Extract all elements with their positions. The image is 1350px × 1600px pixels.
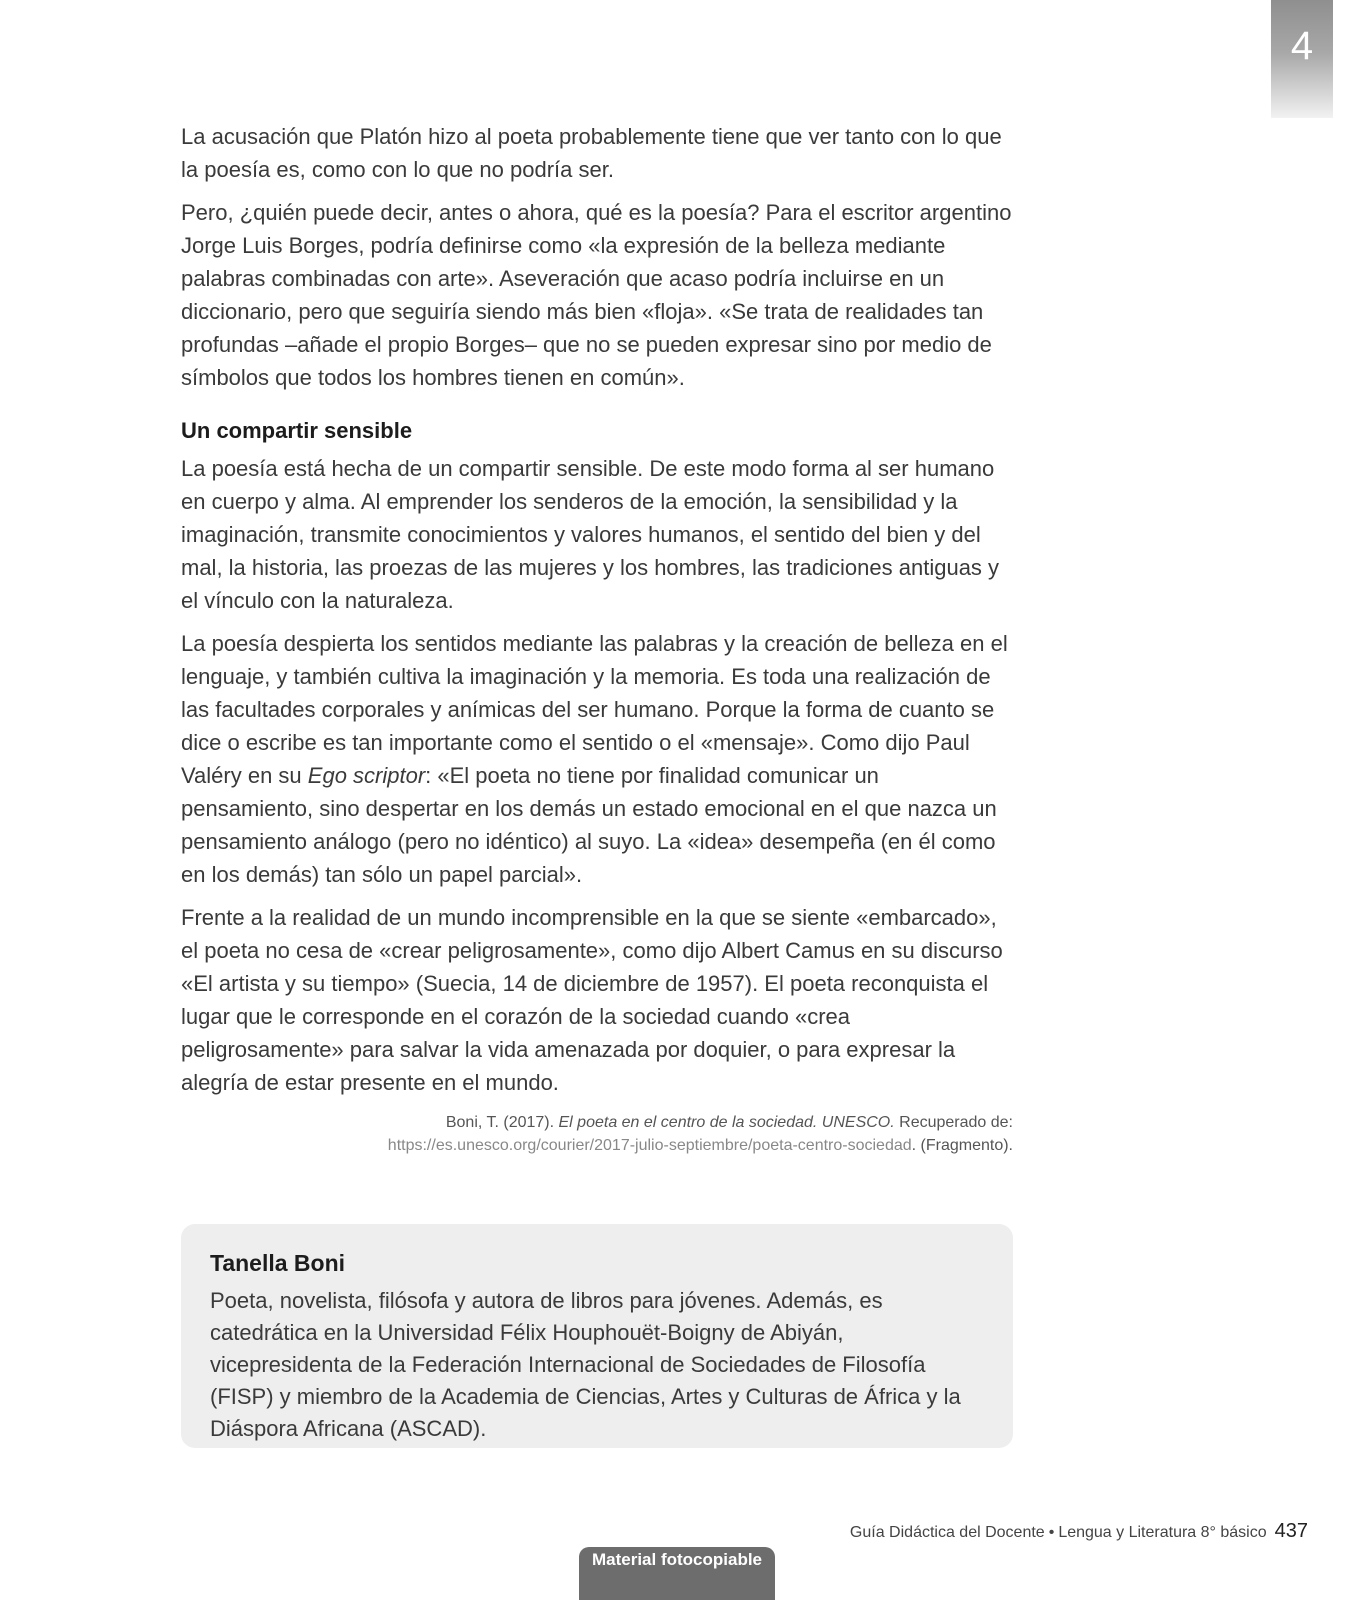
citation-suffix: . (Fragmento).	[911, 1137, 1013, 1154]
article-body	[181, 120, 1013, 1157]
chapter-number: 4	[1290, 24, 1314, 68]
paragraph-intro-2: Pero, ¿quién puede decir, antes o ahora, qué es la poesía? Para el escritor argentino Jorge Luis Borges, podría definirse como «la expresión de la belleza mediante palabras combinadas con arte». Aseveración que acaso podría incluirse en un diccionario, pero que seguiría siendo más bien «floja». «Se trata de realidades tan profundas –añade el propio Borges– que no se pueden expresar sino por medio de símbolos que todos los hombres tienen en común».	[181, 200, 1012, 390]
photocopy-label-text: Material fotocopiable	[591, 1550, 763, 1569]
author-name: Tanella Boni	[210, 1250, 346, 1276]
photocopy-label	[579, 1547, 775, 1600]
citation-title: El poeta en el centro de la sociedad. UNESCO.	[558, 1114, 895, 1131]
footer-guide: Guía Didáctica del Docente	[849, 1524, 1045, 1541]
chapter-tab	[1271, 0, 1333, 118]
author-bio-box	[181, 1224, 1013, 1448]
citation-url[interactable]: https://es.unesco.org/courier/2017-julio-septiembre/poeta-centro-sociedad	[387, 1137, 912, 1154]
page-number: 437	[1274, 1520, 1308, 1542]
citation-line-2	[181, 1134, 1013, 1157]
paragraph-section-2-after: : «El poeta no tiene por finalidad comunicar un pensamiento, sino despertar en los demás un estado emocional en el que nazca un pensamiento análogo (pero no idéntico) al suyo. La «idea» desempeña (en él como en los demás) tan sólo un papel parcial».	[181, 763, 997, 887]
work-title-italic: Ego scriptor	[307, 763, 426, 788]
paragraph-section-1: La poesía está hecha de un compartir sensible. De este modo forma al ser humano en cuerpo y alma. Al emprender los senderos de la emoción, la sensibilidad y la imaginación, transmite conocimientos y valores humanos, el sentido del bien y del mal, la historia, las proezas de las mujeres y los hombres, las tradiciones antiguas y el vínculo con la naturaleza.	[181, 456, 1000, 613]
author-bio-text: Poeta, novelista, filósofa y autora de libros para jóvenes. Además, es catedrática en la Universidad Félix Houphouët-Boigny de Abiyán, vicepresidenta de la Federación Internacional de Sociedades de Filosofía (FISP) y miembro de la Academia de Ciencias, Artes y Culturas de África y la Diáspora Africana (ASCAD).	[210, 1288, 961, 1441]
paragraph-section-2	[181, 627, 1013, 891]
page-footer	[850, 1520, 1308, 1543]
paragraph-intro-1: La acusación que Platón hizo al poeta probablemente tiene que ver tanto con lo que la poesía es, como con lo que no podría ser.	[181, 124, 1002, 182]
footer-separator: •	[1048, 1524, 1055, 1541]
paragraph-section-3: Frente a la realidad de un mundo incomprensible en la que se siente «embarcado», el poeta no cesa de «crear peligrosamente», como dijo Albert Camus en su discurso «El artista y su tiempo» (Suecia, 14 de diciembre de 1957). El poeta reconquista el lugar que le corresponde en el corazón de la sociedad cuando «crea peligrosamente» para salvar la vida amenazada por doquier, o para expresar la alegría de estar presente en el mundo.	[181, 905, 1003, 1095]
citation	[181, 1111, 1013, 1157]
citation-author: Boni, T. (2017).	[445, 1114, 559, 1131]
citation-line-1	[181, 1111, 1013, 1134]
paragraph-section-2-before: La poesía despierta los sentidos mediante las palabras y la creación de belleza en el lenguaje, y también cultiva la imaginación y la memoria. Es toda una realización de las facultades corporales y anímicas del ser humano. Porque la forma de cuanto se dice o escribe es tan importante como el sentido o el «mensaje». Como dijo Paul Valéry en su	[181, 631, 1008, 788]
section-heading: Un compartir sensible	[181, 418, 413, 443]
footer-subject: Lengua y Literatura 8° básico	[1058, 1524, 1267, 1541]
citation-retrieved: Recuperado de:	[894, 1114, 1013, 1131]
